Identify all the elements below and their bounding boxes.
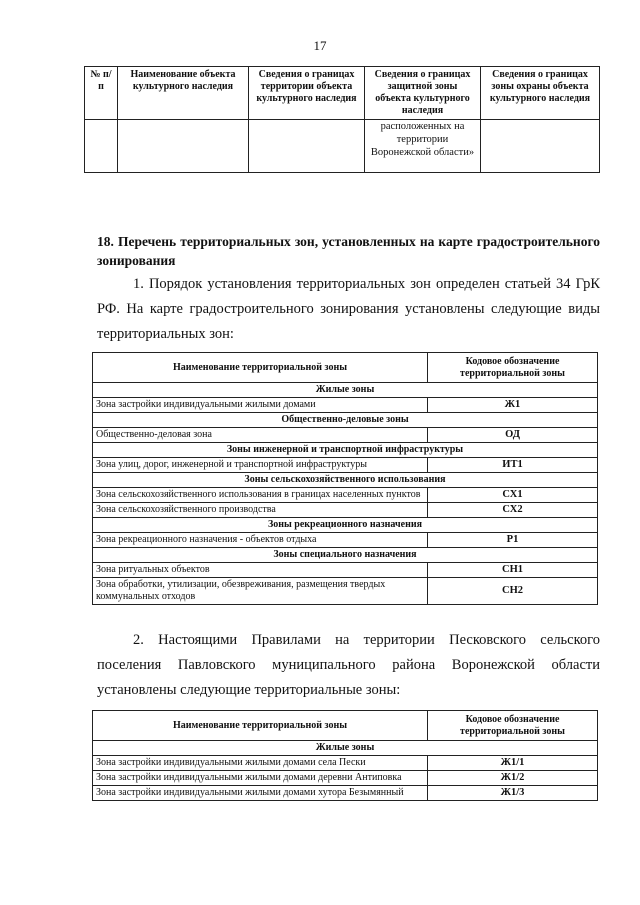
zone-name: Зона обработки, утилизации, обезвреживания, размещения твердых коммунальных отходов bbox=[93, 578, 428, 605]
table-row bbox=[93, 786, 598, 801]
zones-table-1 bbox=[92, 352, 598, 605]
zone-code: ОД bbox=[428, 428, 598, 443]
table-cell: расположенных на территории Воронежской области» bbox=[365, 120, 481, 173]
column-header: Сведения о границах зоны охраны объекта культурного наследия bbox=[481, 67, 600, 120]
column-header: Наименование объекта культурного наследия bbox=[118, 67, 249, 120]
paragraph-2: 2. Настоящими Правилами на территории Песковского сельского поселения Павловского муниципального района Воронежской области установлены следующие территориальные зоны: bbox=[97, 632, 600, 698]
zone-code: Р1 bbox=[428, 533, 598, 548]
column-header: Сведения о границах защитной зоны объекта культурного наследия bbox=[365, 67, 481, 120]
zone-name: Зона рекреационного назначения - объектов отдыха bbox=[93, 533, 428, 548]
table-row bbox=[93, 488, 598, 503]
table-row bbox=[93, 398, 598, 413]
table-group-row bbox=[93, 473, 598, 488]
group-label: Жилые зоны bbox=[93, 383, 598, 398]
section-heading: 18. Перечень территориальных зон, установленных на карте градостроительного зонирования bbox=[97, 234, 600, 268]
zones-table-2 bbox=[92, 710, 598, 801]
table-row bbox=[93, 503, 598, 518]
page-number: 17 bbox=[313, 38, 327, 53]
table-cell bbox=[118, 120, 249, 173]
table-group-row bbox=[93, 548, 598, 563]
group-label: Зоны рекреационного назначения bbox=[93, 518, 598, 533]
column-header: Кодовое обозначение территориальной зоны bbox=[428, 353, 598, 383]
table-group-row bbox=[93, 518, 598, 533]
table-group-row bbox=[93, 413, 598, 428]
table-header-row bbox=[93, 353, 598, 383]
column-header: Наименование территориальной зоны bbox=[93, 711, 428, 741]
table-group-row bbox=[93, 443, 598, 458]
zones-table-body bbox=[93, 711, 598, 801]
zone-code: СН2 bbox=[428, 578, 598, 605]
table-group-row bbox=[93, 741, 598, 756]
zone-name: Общественно-деловая зона bbox=[93, 428, 428, 443]
zone-name: Зона застройки индивидуальными жилыми домами bbox=[93, 398, 428, 413]
group-label: Зоны инженерной и транспортной инфраструктуры bbox=[93, 443, 598, 458]
zone-name: Зона ритуальных объектов bbox=[93, 563, 428, 578]
table-row bbox=[85, 120, 600, 173]
table-row bbox=[93, 458, 598, 473]
zone-name: Зона застройки индивидуальными жилыми домами деревни Антиповка bbox=[93, 771, 428, 786]
group-label: Зоны сельскохозяйственного использования bbox=[93, 473, 598, 488]
cultural-heritage-table bbox=[84, 66, 600, 173]
column-header: Сведения о границах территории объекта культурного наследия bbox=[249, 67, 365, 120]
zone-name: Зона застройки индивидуальными жилыми домами хутора Безымянный bbox=[93, 786, 428, 801]
table-header-row bbox=[85, 67, 600, 120]
table-cell bbox=[249, 120, 365, 173]
column-header: Наименование территориальной зоны bbox=[93, 353, 428, 383]
table-group-row bbox=[93, 383, 598, 398]
zone-code: СХ1 bbox=[428, 488, 598, 503]
paragraph-1: 1. Порядок установления территориальных зон определен статьей 34 ГрК РФ. На карте градостроительного зонирования установлены следующие виды территориальных зон: bbox=[97, 276, 600, 342]
zone-code: Ж1/1 bbox=[428, 756, 598, 771]
zone-name: Зона сельскохозяйственного производства bbox=[93, 503, 428, 518]
zone-code: Ж1 bbox=[428, 398, 598, 413]
table-row bbox=[93, 771, 598, 786]
group-label: Общественно-деловые зоны bbox=[93, 413, 598, 428]
table-cell bbox=[85, 120, 118, 173]
zones-table-body bbox=[93, 353, 598, 605]
zone-code: СН1 bbox=[428, 563, 598, 578]
zone-code: Ж1/3 bbox=[428, 786, 598, 801]
group-label: Жилые зоны bbox=[93, 741, 598, 756]
table-cell bbox=[481, 120, 600, 173]
table-header-row bbox=[93, 711, 598, 741]
table-row bbox=[93, 533, 598, 548]
zone-code: ИТ1 bbox=[428, 458, 598, 473]
table-row bbox=[93, 578, 598, 605]
table-row bbox=[93, 563, 598, 578]
table-row bbox=[93, 428, 598, 443]
column-header: Кодовое обозначение территориальной зоны bbox=[428, 711, 598, 741]
zone-name: Зона застройки индивидуальными жилыми домами села Пески bbox=[93, 756, 428, 771]
zone-code: Ж1/2 bbox=[428, 771, 598, 786]
group-label: Зоны специального назначения bbox=[93, 548, 598, 563]
column-header: № п/п bbox=[85, 67, 118, 120]
table-row bbox=[93, 756, 598, 771]
zone-code: СХ2 bbox=[428, 503, 598, 518]
zone-name: Зона сельскохозяйственного использования в границах населенных пунктов bbox=[93, 488, 428, 503]
zone-name: Зона улиц, дорог, инженерной и транспортной инфраструктуры bbox=[93, 458, 428, 473]
